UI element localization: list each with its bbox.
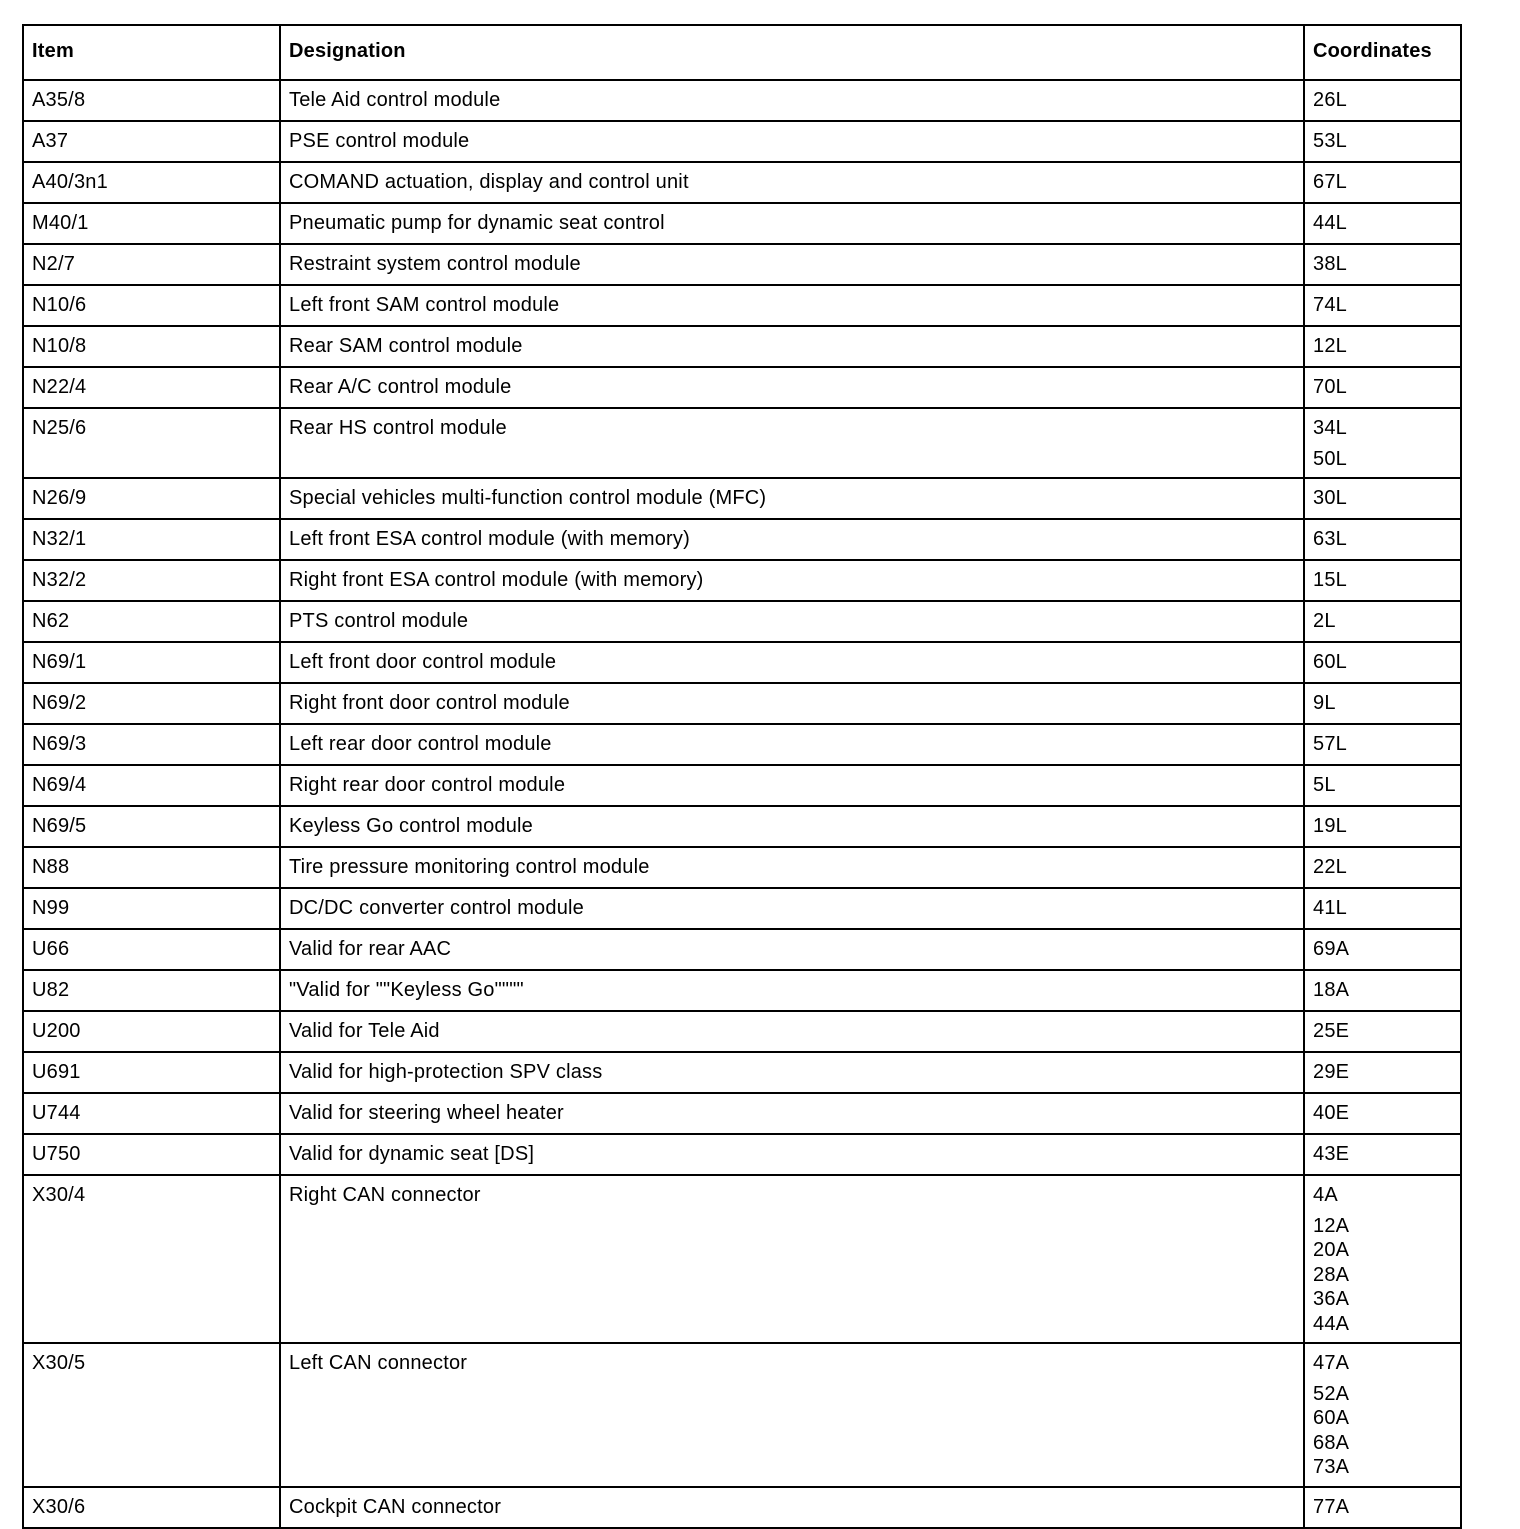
coordinates-cell [1304,1487,1461,1528]
coordinates-cell [1304,326,1461,367]
designation-cell: Keyless Go control module [280,806,1304,847]
coordinates-cell [1304,847,1461,888]
designation-cell: Left front SAM control module [280,285,1304,326]
table-row [23,970,1461,1011]
table-row [23,683,1461,724]
table-row [23,478,1461,519]
designation-cell: Rear SAM control module [280,326,1304,367]
coordinates-cell [1304,1175,1461,1343]
coordinates-cell [1304,519,1461,560]
item-cell: N88 [23,847,280,888]
designation-cell: Tele Aid control module [280,80,1304,121]
coordinates-cell [1304,806,1461,847]
coordinates-cell [1304,642,1461,683]
coordinates-cell [1304,408,1461,478]
coordinate-value: 29E [1313,1061,1350,1083]
table-row [23,121,1461,162]
coordinate-value: 25E [1313,1020,1350,1042]
header-item: Item [23,25,280,80]
coordinates-cell [1304,970,1461,1011]
item-cell: N69/3 [23,724,280,765]
coordinates-cell [1304,765,1461,806]
coordinate-value: 67L [1313,171,1347,193]
table-row [23,724,1461,765]
designation-cell: PSE control module [280,121,1304,162]
item-cell: N69/2 [23,683,280,724]
coordinate-value: 18A [1313,979,1350,1001]
table-row [23,80,1461,121]
coordinate-value: 44L [1313,212,1347,234]
designation-cell: Left rear door control module [280,724,1304,765]
table-row [23,1343,1461,1487]
table-row [23,888,1461,929]
coordinate-value: 74L [1313,294,1347,316]
table-row [23,560,1461,601]
coordinate-value: 15L [1313,569,1347,591]
designation-cell: Left front ESA control module (with memory) [280,519,1304,560]
coordinates-cell [1304,285,1461,326]
table-row [23,929,1461,970]
designation-cell: COMAND actuation, display and control unit [280,162,1304,203]
item-cell: A40/3n1 [23,162,280,203]
header-row [23,25,1461,80]
coordinate-value: 73A [1313,1456,1350,1478]
table-row [23,601,1461,642]
table-row [23,1487,1461,1528]
designation-cell: Left front door control module [280,642,1304,683]
table-row [23,847,1461,888]
designation-cell: Valid for rear AAC [280,929,1304,970]
coordinate-value: 36A [1313,1288,1350,1310]
designation-cell: Rear HS control module [280,408,1304,478]
designation-cell: PTS control module [280,601,1304,642]
table-row [23,326,1461,367]
coordinate-value: 68A [1313,1431,1350,1454]
coordinate-value: 47A [1313,1352,1350,1374]
table-row [23,1175,1461,1343]
item-cell: N32/1 [23,519,280,560]
coordinate-value: 26L [1313,89,1347,111]
item-cell: N10/8 [23,326,280,367]
designation-cell: Pneumatic pump for dynamic seat control [280,203,1304,244]
item-cell: M40/1 [23,203,280,244]
coordinate-value: 30L [1313,487,1347,509]
coordinate-value: 52A [1313,1382,1350,1405]
coordinates-cell [1304,1093,1461,1134]
coordinate-value: 53L [1313,130,1347,152]
coordinate-value: 9L [1313,692,1336,714]
table-row [23,519,1461,560]
item-cell: N22/4 [23,367,280,408]
coordinate-value: 34L [1313,417,1347,439]
coordinate-value: 57L [1313,733,1347,755]
item-cell: N25/6 [23,408,280,478]
table-row [23,1134,1461,1175]
coordinates-cell [1304,929,1461,970]
designation-cell: Valid for dynamic seat [DS] [280,1134,1304,1175]
item-cell: X30/4 [23,1175,280,1343]
table-row [23,244,1461,285]
item-cell: U82 [23,970,280,1011]
designation-cell: Restraint system control module [280,244,1304,285]
coordinates-cell [1304,1134,1461,1175]
designation-cell: Valid for Tele Aid [280,1011,1304,1052]
designation-cell: Cockpit CAN connector [280,1487,1304,1528]
item-cell: N69/4 [23,765,280,806]
coordinate-value: 69A [1313,938,1350,960]
designation-cell: "Valid for ""Keyless Go"""" [280,970,1304,1011]
item-cell: N69/1 [23,642,280,683]
header-designation: Designation [280,25,1304,80]
designation-cell: Rear A/C control module [280,367,1304,408]
item-cell: U691 [23,1052,280,1093]
coordinates-cell [1304,888,1461,929]
item-cell: A37 [23,121,280,162]
table-row [23,1093,1461,1134]
coordinate-value: 60L [1313,651,1347,673]
designation-cell: Special vehicles multi-function control module (MFC) [280,478,1304,519]
coordinate-value: 77A [1313,1495,1350,1518]
table-row [23,642,1461,683]
coordinates-cell [1304,203,1461,244]
coordinates-cell [1304,601,1461,642]
coordinates-cell [1304,80,1461,121]
coordinates-cell [1304,560,1461,601]
coordinate-value: 2L [1313,610,1336,632]
coordinate-value: 38L [1313,253,1347,275]
item-cell: N99 [23,888,280,929]
coordinates-cell [1304,724,1461,765]
coordinates-cell [1304,162,1461,203]
coordinate-value: 19L [1313,815,1347,837]
designation-cell: Right rear door control module [280,765,1304,806]
coordinate-value: 44A [1313,1312,1350,1335]
table-row [23,1011,1461,1052]
coordinates-cell [1304,367,1461,408]
coordinate-value: 20A [1313,1239,1350,1261]
coordinate-value: 50L [1313,447,1347,470]
header-coordinates: Coordinates [1304,25,1461,80]
item-cell: N26/9 [23,478,280,519]
designation-cell: DC/DC converter control module [280,888,1304,929]
item-cell: U750 [23,1134,280,1175]
designation-cell: Valid for high-protection SPV class [280,1052,1304,1093]
coordinates-cell [1304,683,1461,724]
coordinates-cell [1304,1052,1461,1093]
coordinate-value: 12A [1313,1214,1350,1237]
item-cell: U66 [23,929,280,970]
table-row [23,203,1461,244]
coordinate-value: 41L [1313,897,1347,919]
coordinate-value: 43E [1313,1143,1350,1165]
table-row [23,367,1461,408]
coordinates-cell [1304,121,1461,162]
coordinate-value: 22L [1313,856,1347,878]
coordinate-value: 12L [1313,335,1347,357]
item-cell: U200 [23,1011,280,1052]
coordinate-value: 63L [1313,528,1347,550]
table-row [23,408,1461,478]
coordinate-value: 40E [1313,1102,1350,1124]
item-cell: N62 [23,601,280,642]
table-row [23,285,1461,326]
legend-table [22,24,1462,1529]
designation-cell: Right front door control module [280,683,1304,724]
coordinate-value: 60A [1313,1407,1350,1429]
item-cell: A35/8 [23,80,280,121]
designation-cell: Left CAN connector [280,1343,1304,1487]
table-row [23,1052,1461,1093]
coordinates-cell [1304,478,1461,519]
designation-cell: Right front ESA control module (with memory) [280,560,1304,601]
item-cell: N69/5 [23,806,280,847]
coordinates-cell [1304,244,1461,285]
item-cell: X30/5 [23,1343,280,1487]
table-row [23,162,1461,203]
item-cell: X30/6 [23,1487,280,1528]
coordinate-value: 28A [1313,1263,1350,1286]
coordinate-value: 70L [1313,376,1347,398]
designation-cell: Tire pressure monitoring control module [280,847,1304,888]
coordinate-value: 5L [1313,774,1336,796]
table-row [23,765,1461,806]
legend-body [23,80,1461,1528]
table-row [23,806,1461,847]
designation-cell: Right CAN connector [280,1175,1304,1343]
item-cell: U744 [23,1093,280,1134]
item-cell: N2/7 [23,244,280,285]
designation-cell: Valid for steering wheel heater [280,1093,1304,1134]
item-cell: N32/2 [23,560,280,601]
coordinates-cell [1304,1011,1461,1052]
coordinate-value: 4A [1313,1184,1338,1206]
item-cell: N10/6 [23,285,280,326]
coordinates-cell [1304,1343,1461,1487]
